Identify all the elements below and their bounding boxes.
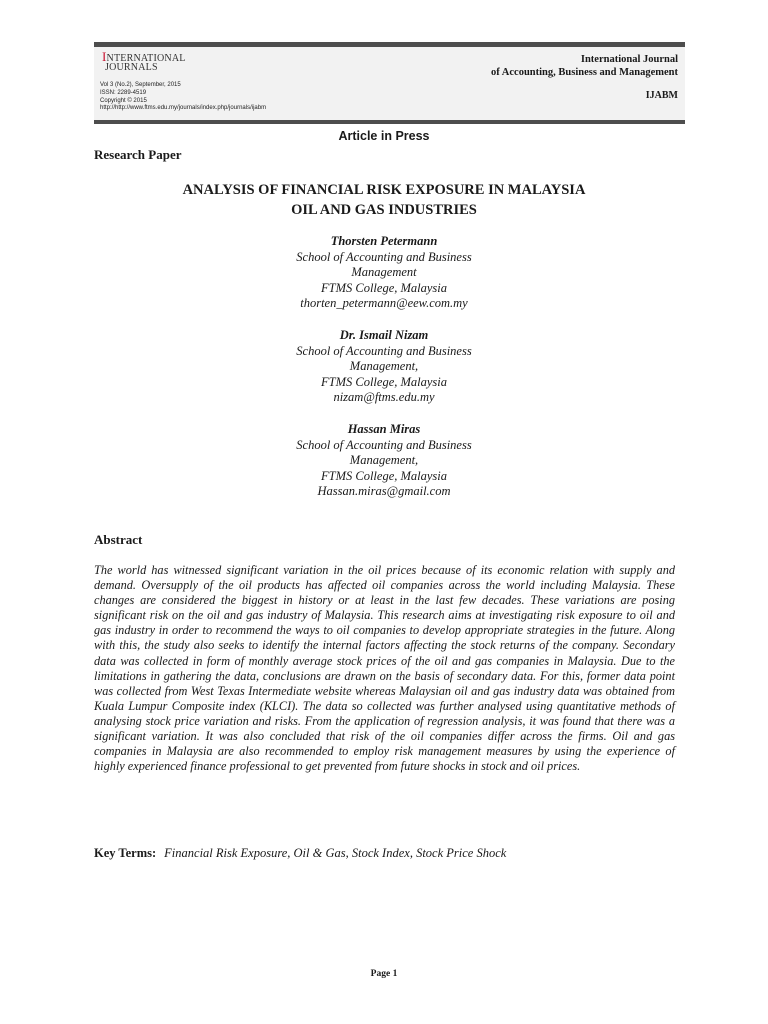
abstract-text: The world has witnessed significant variation in the oil prices because of its economic relation with supply and demand. Oversupply of the oil products has affected oil companies across the world including Malaysia. These changes are considered the biggest in history or at least in the last few decades. These variations are posing significant risk on the oil and gas industry of Malaysia. This research aims at investigating risk exposure to oil and gas industry in order to recommend the ways to oil companies to develop appropriate strategies in the future. Along with this, the study also seeks to identify the internal factors affecting the stock returns of the company. Secondary data was collected in form of monthly average stock prices of the oil and gas companies in Malaysia. Due to the limitations in gathering the data, conclusions are drawn on the basis of secondary data. For this, former data point was collected from West Texas Intermediate website whereas Malaysian oil and gas industry data was obtained from Kuala Lumpur Composite index (KLCI). The data so collected was further analysed using quantitative methods of analysing stock price variation and risks. From the application of regression analysis, it was found that there was a significant variation. It was also concluded that risk of the oil companies differ across the firms. Oil and gas companies in Malaysia are also recommended to employ risk management measures by using the experience of highly experienced finance professional to get prevented from future shocks in stock and oil prices.	[94, 563, 675, 774]
key-terms	[94, 846, 506, 861]
paper-title	[0, 180, 768, 220]
abstract-heading: Abstract	[94, 532, 143, 547]
author-affiliation: School of Accounting and Business	[296, 249, 472, 264]
author-institution: FTMS College, Malaysia	[320, 374, 448, 389]
journal-meta	[100, 82, 266, 113]
author-name: Thorsten Petermann	[330, 234, 438, 248]
journal-name-line1: International Journal	[580, 54, 678, 65]
author-block	[0, 234, 768, 312]
author-name: Hassan Miras	[347, 422, 421, 436]
journal-abbreviation: IJABM	[645, 90, 678, 101]
key-terms-label: Key Terms:	[94, 846, 157, 860]
author-affiliation: Management,	[349, 453, 419, 468]
author-email[interactable]: thorten_petermann@eew.com.my	[300, 296, 468, 311]
author-email[interactable]: nizam@ftms.edu.my	[333, 390, 435, 405]
header-bottom-bar	[94, 120, 685, 124]
journal-header	[94, 42, 685, 124]
copyright: Copyright © 2015	[100, 97, 147, 104]
journal-name-line2: of Accounting, Business and Management	[491, 67, 678, 78]
author-email[interactable]: Hassan.miras@gmail.com	[317, 484, 451, 499]
title-line-2: OIL AND GAS INDUSTRIES	[291, 202, 477, 218]
author-block	[0, 328, 768, 406]
author-name: Dr. Ismail Nizam	[339, 328, 429, 342]
author-affiliation: School of Accounting and Business	[296, 343, 472, 358]
journal-url[interactable]: http://http://www.ftms.edu.my/journals/index.php/journals/ijabm	[100, 105, 267, 112]
paper-type: Research Paper	[94, 147, 182, 162]
logo-initial-i: I	[102, 49, 107, 64]
logo-word-international: NTERNATIONAL	[106, 53, 186, 64]
journal-logo	[102, 49, 186, 73]
issn: ISSN: 2289-4519	[100, 89, 147, 96]
author-institution: FTMS College, Malaysia	[320, 280, 448, 295]
author-block	[0, 422, 768, 500]
page-number: Page 1	[370, 969, 398, 979]
author-affiliation: Management,	[349, 359, 419, 374]
logo-word-journals: OURNALS	[109, 62, 158, 73]
article-status: Article in Press	[338, 129, 430, 143]
author-institution: FTMS College, Malaysia	[320, 468, 448, 483]
author-affiliation: School of Accounting and Business	[296, 437, 472, 452]
title-line-1: ANALYSIS OF FINANCIAL RISK EXPOSURE IN MALAYSIA	[182, 182, 586, 198]
key-terms-list: Financial Risk Exposure, Oil & Gas, Stock Index, Stock Price Shock	[164, 846, 507, 860]
author-affiliation: Management	[351, 265, 417, 280]
journal-name	[491, 53, 678, 79]
header-top-bar	[94, 42, 685, 47]
logo-initial-j: J	[105, 62, 110, 73]
volume-info: Vol 3 (No.2), September, 2015	[100, 82, 181, 88]
